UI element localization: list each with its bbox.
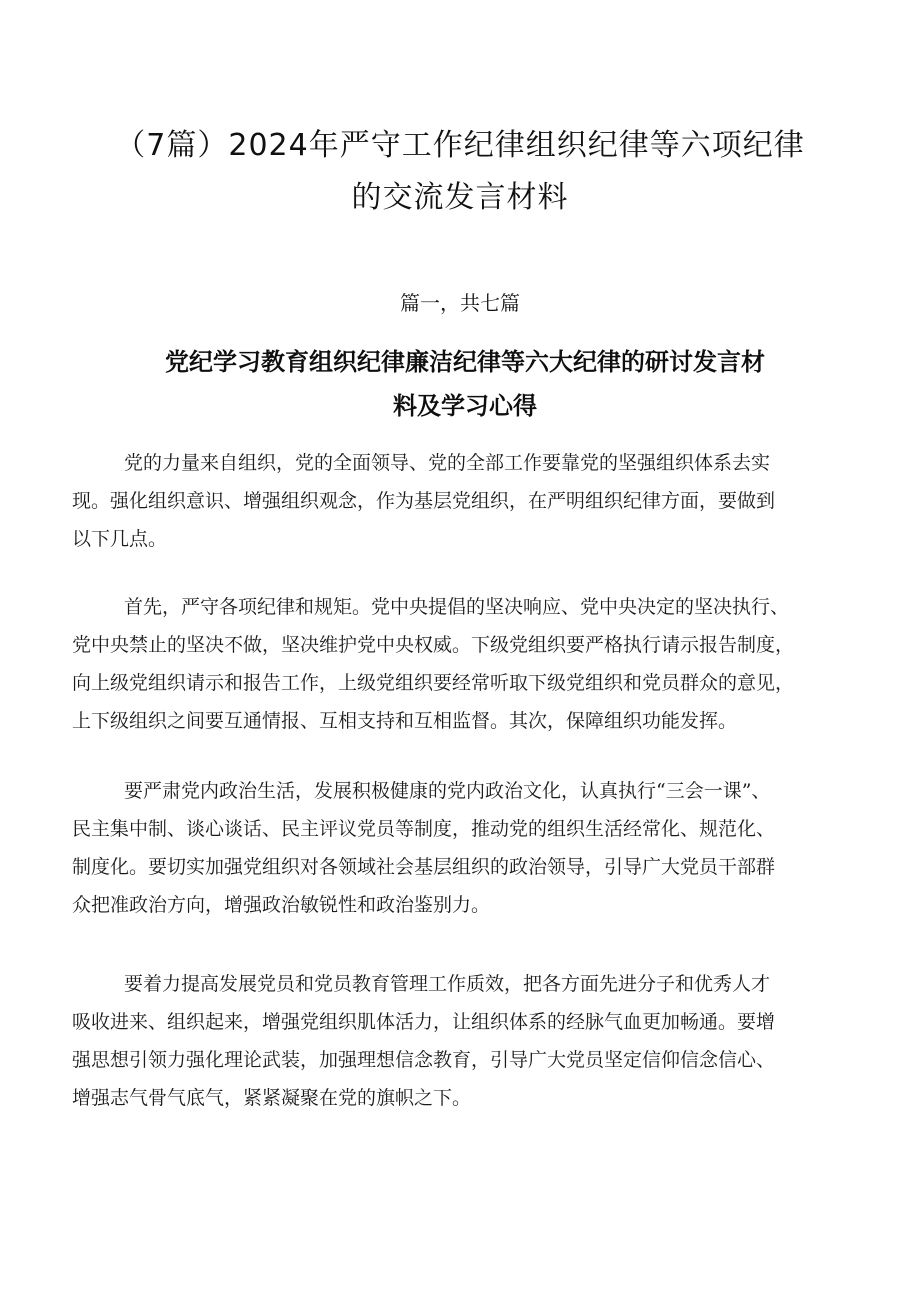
paragraph-line: 强思想引领力强化理论武装，加强理想信念教育，引导广大党员坚定信仰信念信心、 bbox=[72, 1049, 776, 1071]
paragraph-line: 党的力量来自组织，党的全面领导、党的全部工作要靠党的坚强组织体系去实 bbox=[124, 452, 771, 474]
section-heading-line: 料及学习心得 bbox=[393, 392, 537, 420]
paragraph-line: 上下级组织之间要互通情报、互相支持和互相监督。其次，保障组织功能发挥。 bbox=[72, 710, 738, 732]
paragraph-line: 吸收进来、组织起来，增强党组织肌体活力，让组织体系的经脉气血更加畅通。要增 bbox=[72, 1011, 776, 1033]
paragraph-line: 以下几点。 bbox=[72, 528, 168, 550]
paragraph-line: 民主集中制、谈心谈话、民主评议党员等制度，推动党的组织生活经常化、规范化、 bbox=[72, 818, 776, 840]
paragraph-line: 要严肃党内政治生活，发展积极健康的党内政治文化，认真执行“三会一课”、 bbox=[124, 780, 771, 802]
paragraph-1 bbox=[72, 444, 862, 558]
paragraph-line: 首先，严守各项纪律和规矩。党中央提倡的坚决响应、党中央决定的坚决执行、 bbox=[124, 596, 790, 618]
paragraph-line: 现。强化组织意识、增强组织观念，作为基层党组织，在严明组织纪律方面，要做到 bbox=[72, 490, 776, 512]
section-heading-line: 党纪学习教育组织纪律廉洁纪律等六大纪律的研讨发言材 bbox=[165, 348, 765, 376]
paragraph-line: 向上级党组织请示和报告工作，上级党组织要经常听取下级党组织和党员群众的意见， bbox=[72, 672, 795, 694]
paragraph-line: 众把准政治方向，增强政治敏锐性和政治鉴别力。 bbox=[72, 894, 491, 916]
paragraph-line: 增强志气骨气底气，紧紧凝聚在党的旗帜之下。 bbox=[72, 1087, 472, 1109]
document-title-line: （7篇）2024年严守工作纪律组织纪律等六项纪律 bbox=[115, 128, 805, 163]
section-heading bbox=[120, 340, 810, 428]
paragraph-2 bbox=[72, 588, 862, 740]
document-title-line: 的交流发言材料 bbox=[351, 180, 569, 215]
document-title bbox=[90, 120, 830, 224]
paragraph-line: 制度化。要切实加强党组织对各领域社会基层组织的政治领导，引导广大党员干部群 bbox=[72, 856, 776, 878]
section-label: 篇一，共七篇 bbox=[400, 291, 520, 315]
paragraph-line: 要着力提高发展党员和党员教育管理工作质效，把各方面先进分子和优秀人才 bbox=[124, 973, 771, 995]
paragraph-line: 党中央禁止的坚决不做，坚决维护党中央权威。下级党组织要严格执行请示报告制度， bbox=[72, 634, 795, 656]
paragraph-3 bbox=[72, 772, 862, 924]
paragraph-4 bbox=[72, 965, 862, 1117]
